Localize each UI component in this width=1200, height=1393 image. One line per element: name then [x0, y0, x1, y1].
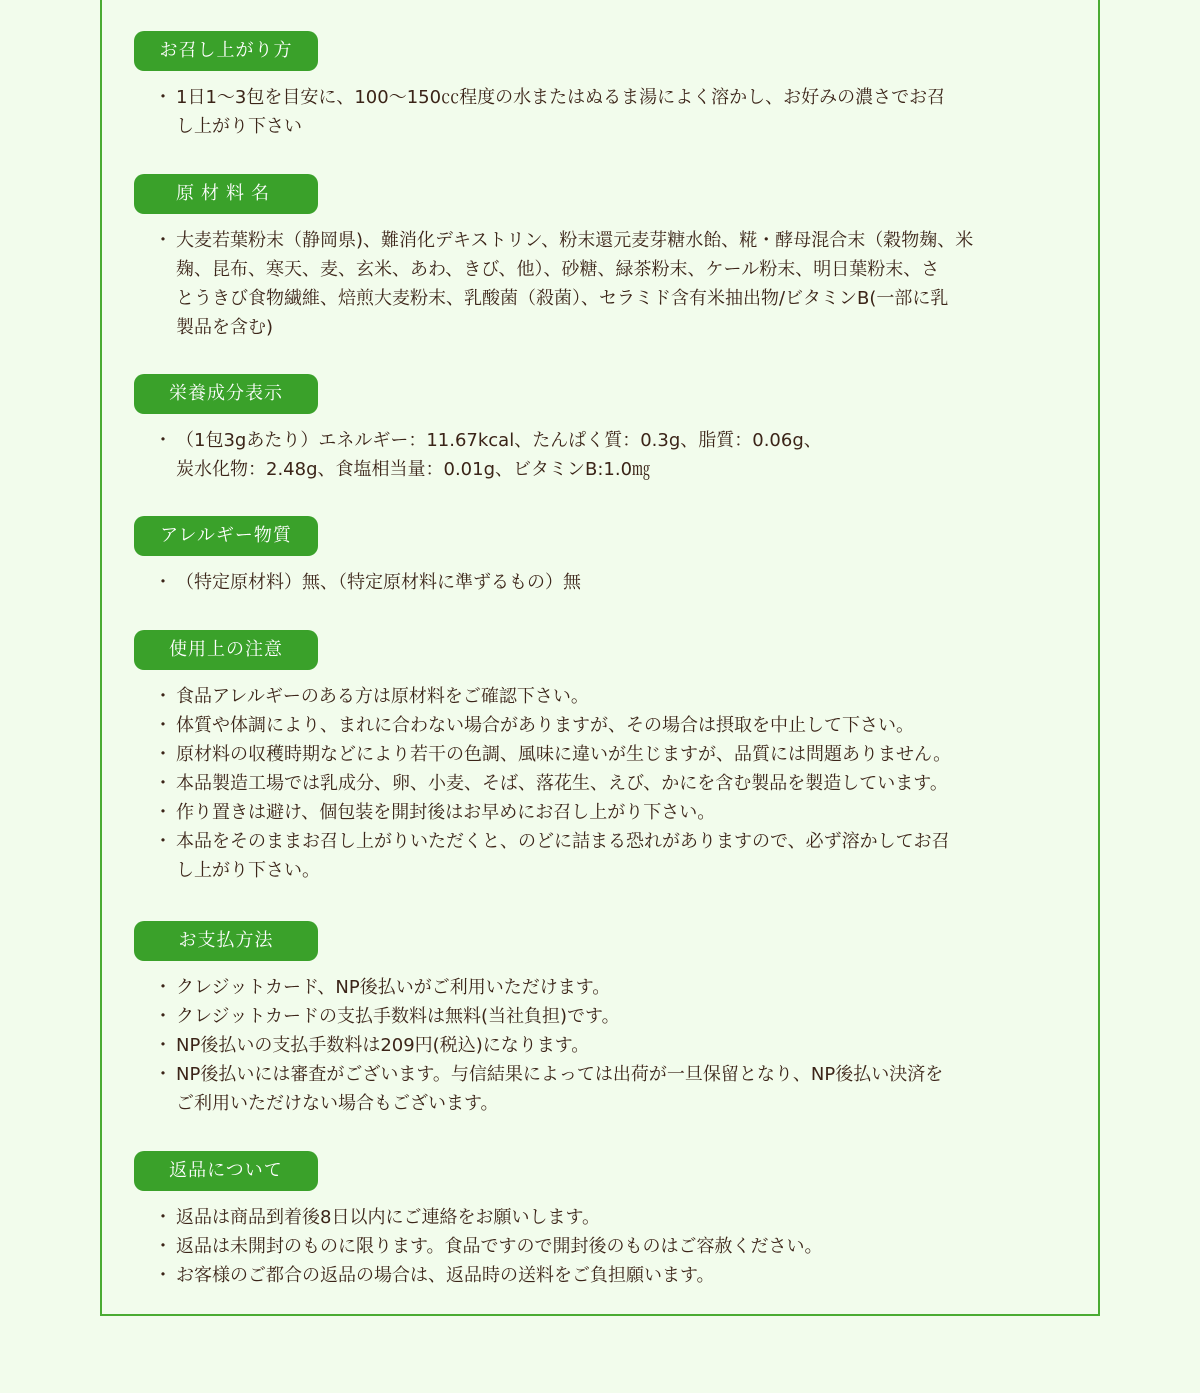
list-item: ・ クレジットカード、NP後払いがご利用いただけます。	[158, 973, 1054, 1002]
list-item: ・ 体質や体調により、まれに合わない場合がありますが、その場合は摂取を中止して下さい。	[158, 711, 1054, 740]
list-item: ・ お客様のご都合の返品の場合は、返品時の送料をご負担願います。	[158, 1261, 1054, 1290]
section-precautions	[134, 630, 1054, 885]
product-info-panel	[100, 0, 1100, 1316]
section-ingredients	[134, 174, 1054, 342]
item-list	[134, 973, 1054, 1118]
list-item: ・ 大麦若葉粉末（静岡県)、難消化デキストリン、粉末還元麦芽糖水飴、糀・酵母混合末（穀物麹、米 麹、昆布、寒天、麦、玄米、あわ、きび、他）、砂糖、緑茶粉末、ケール粉末、明日葉粉末、さ とうきび食物繊維、焙煎大麦粉末、乳酸菌（殺菌）、セラミド含有米抽出物/ビタミンB(一部に乳 製品を含む)	[158, 226, 1054, 342]
section-label: お召し上がり方	[134, 31, 318, 71]
list-item: ・ 1日1～3包を目安に、100～150㏄程度の水またはぬるま湯によく溶かし、お好みの濃さでお召 し上がり下さい	[158, 83, 1054, 141]
section-label: アレルギー物質	[134, 516, 318, 556]
section-label: 栄養成分表示	[134, 374, 318, 414]
section-allergens	[134, 516, 1054, 597]
list-item: ・ 食品アレルギーのある方は原材料をご確認下さい。	[158, 682, 1054, 711]
list-item: ・ クレジットカードの支払手数料は無料(当社負担)です。	[158, 1002, 1054, 1031]
item-list	[134, 226, 1054, 342]
section-label: お支払方法	[134, 921, 318, 961]
list-item: ・ 作り置きは避け、個包装を開封後はお早めにお召し上がり下さい。	[158, 798, 1054, 827]
list-item: ・ 原材料の収穫時期などにより若干の色調、風味に違いが生じますが、品質には問題ありません。	[158, 740, 1054, 769]
section-how-to-take	[134, 31, 1054, 141]
list-item: ・ NP後払いには審査がございます。与信結果によっては出荷が一旦保留となり、NP後払い決済を ご利用いただけない場合もございます。	[158, 1060, 1054, 1118]
section-returns	[134, 1151, 1054, 1290]
section-label: 原材料名	[134, 174, 318, 214]
section-label: 返品について	[134, 1151, 318, 1191]
section-payment	[134, 921, 1054, 1118]
item-list	[134, 568, 1054, 597]
list-item: ・ 本品製造工場では乳成分、卵、小麦、そば、落花生、えび、かにを含む製品を製造しています。	[158, 769, 1054, 798]
item-list	[134, 682, 1054, 885]
list-item: ・ NP後払いの支払手数料は209円(税込)になります。	[158, 1031, 1054, 1060]
section-nutrition	[134, 374, 1054, 484]
section-label: 使用上の注意	[134, 630, 318, 670]
list-item: ・ （特定原材料）無、（特定原材料に準ずるもの）無	[158, 568, 1054, 597]
list-item: ・ （1包3gあたり）エネルギー：11.67kcal、たんぱく質：0.3g、脂質：0.06g、 炭水化物：2.48g、食塩相当量：0.01g、ビタミンB:1.0㎎	[158, 426, 1054, 484]
item-list	[134, 83, 1054, 141]
list-item: ・ 返品は商品到着後8日以内にご連絡をお願いします。	[158, 1203, 1054, 1232]
list-item: ・ 返品は未開封のものに限ります。食品ですので開封後のものはご容赦ください。	[158, 1232, 1054, 1261]
item-list	[134, 426, 1054, 484]
item-list	[134, 1203, 1054, 1290]
list-item: ・ 本品をそのままお召し上がりいただくと、のどに詰まる恐れがありますので、必ず溶かしてお召 し上がり下さい。	[158, 827, 1054, 885]
